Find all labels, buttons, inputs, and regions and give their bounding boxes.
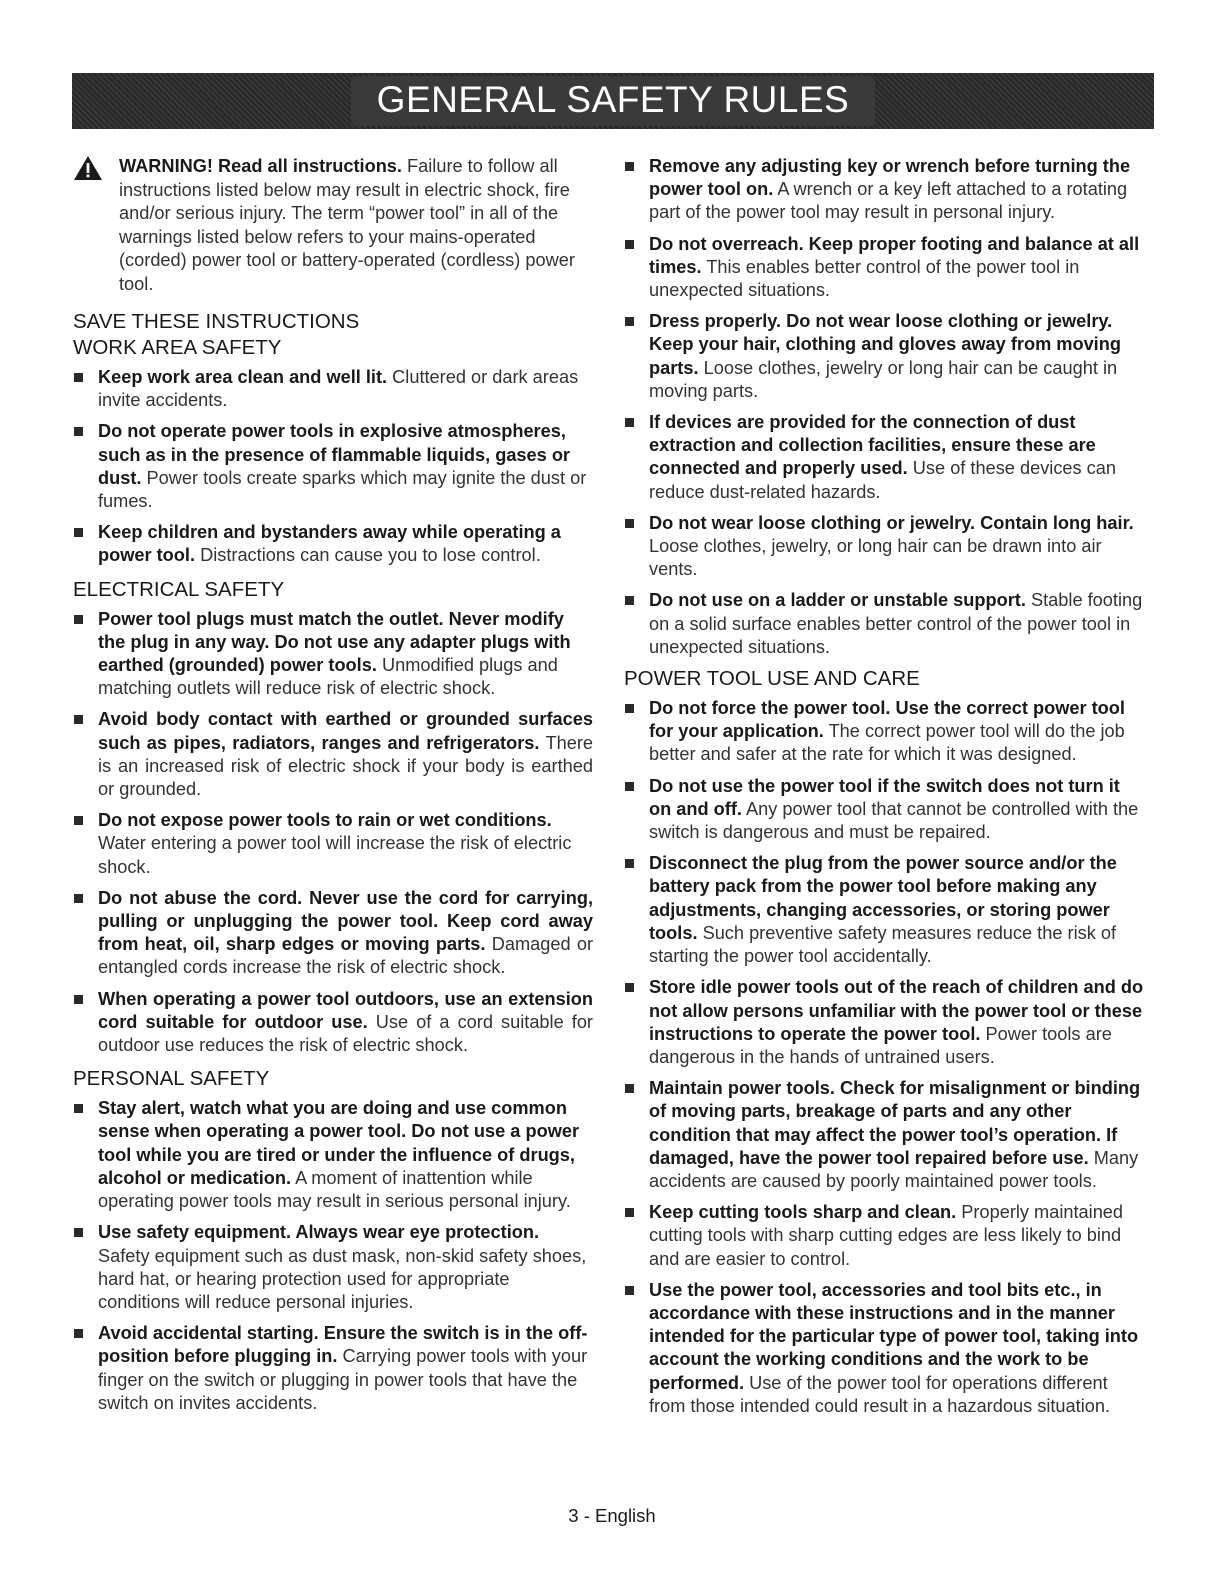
save-instructions-heading: SAVE THESE INSTRUCTIONS xyxy=(73,310,360,333)
rule-bold: Store idle power tools out of the reach of children and do not allow persons unfamiliar with the power tool or these instructions to operate the power tool. xyxy=(649,977,1144,1044)
list-item xyxy=(624,589,1146,659)
rule-bold: Do not use the power tool if the switch does not turn it on and off. xyxy=(649,775,1120,819)
bullet-icon xyxy=(625,317,634,326)
warning-label: WARNING! xyxy=(119,156,213,176)
bullet-icon xyxy=(74,1104,83,1113)
bullet-icon xyxy=(625,596,634,605)
rule-bold: Do not abuse the cord. Never use the cord for carrying, pulling or unplugging the power tool. Keep cord away from heat, oil, sharp edges or moving parts. xyxy=(98,887,593,955)
list-item xyxy=(624,1279,1146,1418)
bullet-icon xyxy=(74,715,83,724)
personal-list-continued xyxy=(624,155,1146,659)
rule-bold: Maintain power tools. Check for misalignment or binding of moving parts, breakage of parts and any other condition that may affect the power tool’s operation. If damaged, have the power tool repaired before use. xyxy=(649,1078,1141,1168)
list-item xyxy=(73,420,593,513)
rule-bold: Avoid body contact with earthed or grounded surfaces such as pipes, radiators, ranges and refrigerators. xyxy=(98,709,593,753)
list-item xyxy=(73,708,593,801)
list-item xyxy=(73,1322,593,1415)
bullet-icon xyxy=(74,995,83,1004)
bullet-icon xyxy=(74,1329,83,1338)
rule-text: Use of these devices can reduce dust-related hazards. xyxy=(649,458,1117,502)
list-item xyxy=(624,1077,1146,1193)
list-item xyxy=(73,887,593,980)
rule-text: Unmodified plugs and matching outlets will reduce risk of electric shock. xyxy=(98,655,558,699)
list-item xyxy=(73,366,593,412)
rule-bold: Do not use on a ladder or unstable support. xyxy=(649,590,1026,611)
rule-text: Loose clothes, jewelry or long hair can be caught in moving parts. xyxy=(649,357,1118,401)
rule-bold: Dress properly. Do not wear loose clothing or jewelry. Keep your hair, clothing and gloves away from moving parts. xyxy=(649,311,1121,378)
page-title: GENERAL SAFETY RULES xyxy=(376,79,850,120)
list-item xyxy=(73,809,593,879)
rule-text: Carrying power tools with your finger on the switch or plugging in power tools that have the switch on invites accidents. xyxy=(98,1346,588,1413)
rule-bold: Use safety equipment. Always wear eye protection. xyxy=(98,1222,540,1243)
rule-text: Distractions can cause you to lose control. xyxy=(200,545,541,566)
rule-bold: Keep cutting tools sharp and clean. xyxy=(649,1202,957,1223)
bullet-icon xyxy=(625,704,634,713)
bullet-icon xyxy=(625,1208,634,1217)
power-tool-heading: POWER TOOL USE AND CARE xyxy=(624,667,920,691)
bullet-icon xyxy=(625,983,634,992)
rule-text: Damaged or entangled cords increase the risk of electric shock. xyxy=(98,934,593,978)
bullet-icon xyxy=(625,859,634,868)
list-item xyxy=(73,988,593,1058)
list-item xyxy=(624,1201,1146,1271)
rule-text: There is an increased risk of electric shock if your body is earthed or grounded. xyxy=(98,732,593,800)
electrical-heading: ELECTRICAL SAFETY xyxy=(73,577,285,601)
rule-text: Water entering a power tool will increase the risk of electric shock. xyxy=(98,833,572,877)
bullet-icon xyxy=(625,782,634,791)
rule-text: The correct power tool will do the job better and safer at the rate for which it was designed. xyxy=(649,721,1125,765)
list-item xyxy=(73,1097,593,1213)
title-pill xyxy=(351,76,876,126)
rule-bold: Do not operate power tools in explosive atmospheres, such as in the presence of flammable liquids, gases or dust. xyxy=(98,421,571,488)
rule-text: Loose clothes, jewelry, or long hair can be drawn into air vents. xyxy=(649,536,1102,580)
electrical-list xyxy=(73,608,593,1058)
bullet-icon xyxy=(625,162,634,171)
list-item xyxy=(624,411,1146,504)
list-item xyxy=(624,697,1146,767)
rule-text: Many accidents are caused by poorly maintained power tools. xyxy=(649,1147,1139,1191)
personal-list xyxy=(73,1097,593,1415)
list-item xyxy=(624,976,1146,1069)
rule-bold: Power tool plugs must match the outlet. Never modify the plug in any way. Do not use any adapter plugs with earthed (grounded) power tools. xyxy=(98,608,571,676)
power-tool-list xyxy=(624,697,1146,1418)
list-item xyxy=(73,1221,593,1314)
list-item xyxy=(624,852,1146,968)
list-item xyxy=(624,512,1146,582)
left-column xyxy=(73,155,593,1423)
rule-bold: Keep work area clean and well lit. xyxy=(98,367,388,387)
bullet-icon xyxy=(74,528,83,537)
warning-triangle-icon xyxy=(73,155,103,181)
rule-bold: Do not wear loose clothing or jewelry. Contain long hair. xyxy=(649,512,1134,533)
rule-bold: Do not overreach. Keep proper footing and balance at all times. xyxy=(649,233,1140,277)
rule-bold: When operating a power tool outdoors, use an extension cord suitable for outdoor use. xyxy=(98,988,593,1032)
rule-text: A moment of inattention while operating power tools may result in serious personal injury. xyxy=(98,1167,571,1212)
rule-bold: Stay alert, watch what you are doing and use common sense when operating a power tool. Do not use a power tool while you are tired or under the influence of drugs, alcohol or medication. xyxy=(98,1098,580,1188)
rule-text: Safety equipment such as dust mask, non-skid safety shoes, hard hat, or hearing protection used for appropriate conditions will reduce personal injuries. xyxy=(98,1245,587,1312)
list-item xyxy=(73,521,593,567)
warning-block xyxy=(73,155,593,296)
bullet-icon xyxy=(74,427,83,436)
personal-heading: PERSONAL SAFETY xyxy=(73,1067,270,1091)
bullet-icon xyxy=(625,519,634,528)
bullet-icon xyxy=(74,894,83,903)
rule-bold: Do not force the power tool. Use the correct power tool for your application. xyxy=(649,698,1125,742)
rule-bold: If devices are provided for the connection of dust extraction and collection facilities, ensure these are connected and properly used. xyxy=(649,412,1096,479)
list-item xyxy=(624,310,1146,403)
list-item xyxy=(624,233,1146,303)
rule-bold: Disconnect the plug from the power source and/or the battery pack from the power tool before making any adjustments, changing accessories, or storing power tools. xyxy=(649,853,1117,943)
rule-text: Power tools are dangerous in the hands of untrained users. xyxy=(649,1023,1112,1067)
list-item xyxy=(624,775,1146,845)
rule-bold: Use the power tool, accessories and tool bits etc., in accordance with these instructions and in the manner intended for the particular type of power tool, taking into account the working conditions and the work to be performed. xyxy=(649,1279,1139,1393)
rule-text: Such preventive safety measures reduce the risk of starting the power tool accidentally. xyxy=(649,922,1117,967)
list-item xyxy=(624,155,1146,225)
warning-bold-text: Read all instructions. xyxy=(218,156,402,176)
rule-text: Use of a cord suitable for outdoor use reduces the risk of electric shock. xyxy=(98,1011,593,1056)
rule-text: This enables better control of the power tool in unexpected situations. xyxy=(649,256,1080,301)
bullet-icon xyxy=(625,418,634,427)
bullet-icon xyxy=(625,240,634,249)
rule-bold: Keep children and bystanders away while operating a power tool. xyxy=(98,522,561,566)
rule-bold: Avoid accidental starting. Ensure the switch is in the off-position before plugging in. xyxy=(98,1323,588,1367)
rule-bold: Remove any adjusting key or wrench before turning the power tool on. xyxy=(649,156,1131,200)
rule-text: A wrench or a key left attached to a rotating part of the power tool may result in personal injury. xyxy=(649,179,1128,223)
rule-text: Stable footing on a solid surface enables better control of the power tool in unexpected situations. xyxy=(649,590,1143,657)
bullet-icon xyxy=(625,1084,634,1093)
rule-text: Use of the power tool for operations different from those intended could result in a hazardous situation. xyxy=(649,1372,1111,1416)
rule-bold: Do not expose power tools to rain or wet conditions. xyxy=(98,810,552,831)
bullet-icon xyxy=(74,1228,83,1237)
page-number: 3 - English xyxy=(568,1505,656,1526)
right-column xyxy=(624,155,1146,1426)
title-banner xyxy=(72,73,1154,129)
list-item xyxy=(73,608,593,701)
bullet-icon xyxy=(74,615,83,624)
bullet-icon xyxy=(74,816,83,825)
bullet-icon xyxy=(74,373,83,382)
rule-text: Cluttered or dark areas invite accidents. xyxy=(98,367,579,411)
rule-text: Properly maintained cutting tools with sharp cutting edges are less likely to bind and are easier to control. xyxy=(649,1202,1124,1269)
rule-text: Power tools create sparks which may ignite the dust or fumes. xyxy=(98,467,587,512)
rule-text: Any power tool that cannot be controlled with the switch is dangerous and must be repaired. xyxy=(649,798,1139,843)
work-area-heading: WORK AREA SAFETY xyxy=(73,336,282,359)
bullet-icon xyxy=(625,1286,634,1295)
work-area-list xyxy=(73,366,593,568)
warning-text: Failure to follow all instructions listed below may result in electric shock, fire and/or serious injury. The term “power tool” in all of the warnings listed below refers to your mains-operated (corded) power tool or battery-operated (cordless) power tool. xyxy=(119,156,575,294)
